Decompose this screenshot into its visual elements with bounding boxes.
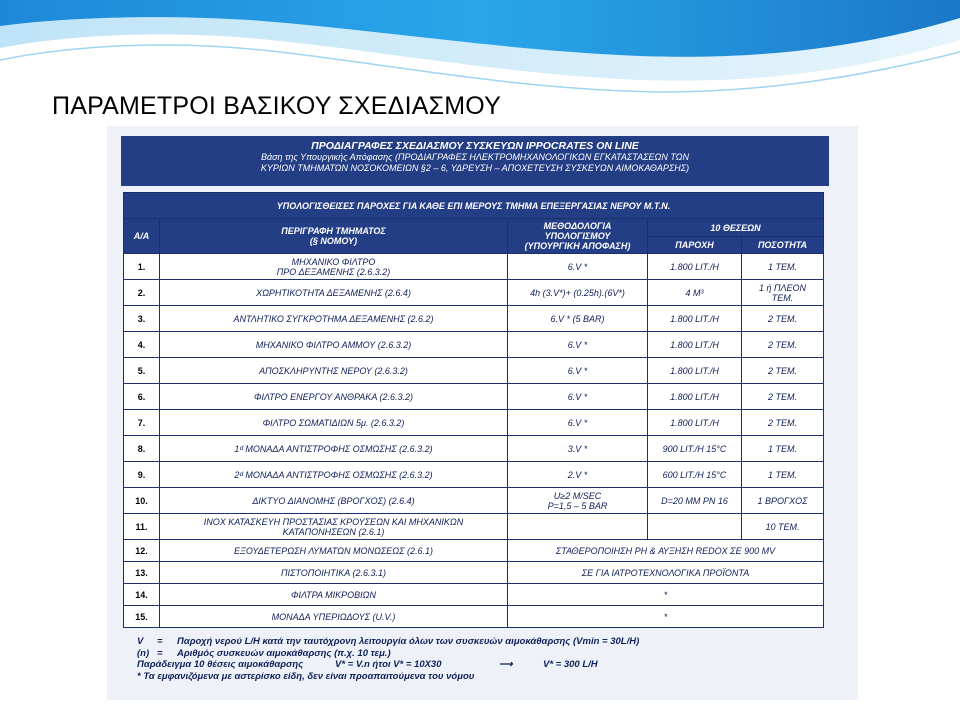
- row-description-line2: ΚΑΤΑΠΟΝΗΣΕΩΝ (2.6.1): [282, 526, 385, 537]
- row-quantity-line1: 2 ΤΕΜ.: [767, 391, 797, 402]
- row-description: [160, 514, 508, 540]
- row-quantity-line1: 2 ΤΕΜ.: [767, 365, 797, 376]
- col-header-method-line2: ΥΠΟΛΟΓΙΣΜΟΥ: [544, 231, 611, 241]
- row-number: 10.: [124, 488, 160, 514]
- row-description: [160, 488, 508, 514]
- row-quantity: [742, 358, 824, 384]
- table-row: [124, 384, 824, 410]
- row-flow: 900 LIT./H 15°C: [648, 436, 742, 462]
- row-description: ΦΙΛΤΡΑ ΜΙΚΡΟΒΙΩΝ: [160, 584, 508, 606]
- row-description-line1: INOX ΚΑΤΑΣΚΕΥΗ ΠΡΟΣΤΑΣΙΑΣ ΚΡΟΥΣΕΩΝ ΚΑΙ ΜΗΧΑΝΙΚΩΝ: [203, 516, 464, 527]
- row-method: [508, 254, 648, 280]
- row-quantity-line1: 1 ΤΕΜ.: [767, 469, 797, 480]
- row-method-line1: 6.V *: [567, 339, 588, 350]
- table-row: [124, 306, 824, 332]
- row-flow: 600 LIT./H 15°C: [648, 462, 742, 488]
- table-row: [124, 584, 824, 606]
- row-flow: 1.800 LIT./H: [648, 358, 742, 384]
- row-number: 5.: [124, 358, 160, 384]
- row-method-line1: U≥2 M/SEC: [553, 490, 602, 501]
- row-description-line2: ΠΡΟ ΔΕΞΑΜΕΝΗΣ (2.6.3.2): [276, 266, 391, 277]
- row-number: 3.: [124, 306, 160, 332]
- row-number: 1.: [124, 254, 160, 280]
- row-description: [160, 436, 508, 462]
- row-flow: 1.800 LIT./H: [648, 410, 742, 436]
- note-v-eq: =: [157, 636, 163, 647]
- arrow-right-icon: ⟶: [499, 659, 513, 670]
- row-number: 8.: [124, 436, 160, 462]
- row-description-line1: ΜΗΧΑΝΙΚΟ ΦΙΛΤΡΟ: [291, 256, 376, 267]
- row-spec: ΣΤΑΘΕΡΟΠΟΙΗΣΗ PH & ΑΥΞΗΣΗ REDOX ΣΕ 900 MV: [508, 540, 824, 562]
- row-quantity: [742, 462, 824, 488]
- note-n-eq: =: [157, 647, 163, 659]
- row-number: 14.: [124, 584, 160, 606]
- row-method: [508, 514, 648, 540]
- note-v-text: Παροχή νερού L/H κατά την ταυτόχρονη λειτουργία όλων των συσκευών αιμοκάθαρσης (Vmin = 30L/H): [177, 636, 640, 647]
- table-row: [124, 410, 824, 436]
- col-header-description-line2: (§ ΝΟΜΟΥ): [309, 236, 358, 246]
- row-method: [508, 384, 648, 410]
- col-header-aa: Α/Α: [124, 219, 160, 254]
- row-description-line1: ΦΙΛΤΡΟ ΕΝΕΡΓΟΥ ΑΝΘΡΑΚΑ (2.6.3.2): [253, 391, 414, 402]
- row-quantity-line1: 10 ΤΕΜ.: [765, 521, 800, 532]
- table-row: [124, 606, 824, 628]
- row-flow: D=20 MM PN 16: [648, 488, 742, 514]
- row-flow: 1.800 LIT./H: [648, 332, 742, 358]
- row-method-line2: P=1,5 – 5 BAR: [547, 500, 608, 511]
- note-v: [137, 636, 639, 648]
- col-header-method: [508, 219, 648, 254]
- spec-document-image: [107, 126, 858, 700]
- row-description: [160, 358, 508, 384]
- slide-title: ΠΑΡΑΜΕΤΡΟΙ ΒΑΣΙΚΟΥ ΣΧΕΔΙΑΣΜΟΥ: [52, 92, 501, 120]
- table-row: [124, 540, 824, 562]
- row-method-line1: 6.V * (5 BAR): [550, 313, 605, 324]
- row-method: [508, 410, 648, 436]
- col-header-method-line1: ΜΕΘΟΔΟΛΟΓΙΑ: [543, 221, 612, 231]
- row-spec: *: [508, 606, 824, 628]
- row-method-line1: 2.V *: [567, 469, 588, 480]
- table-header-row: [124, 219, 824, 237]
- row-quantity: [742, 280, 824, 306]
- row-method: [508, 332, 648, 358]
- note-example-b: V* = V.n ήτοι V* = 10X30: [335, 659, 442, 670]
- table-row: [124, 462, 824, 488]
- row-quantity: [742, 332, 824, 358]
- row-number: 13.: [124, 562, 160, 584]
- table-title: ΥΠΟΛΟΓΙΣΘΕΙΣΕΣ ΠΑΡΟΧΕΣ ΓΙΑ ΚΑΘΕ ΕΠΙ ΜΕΡΟΥΣ ΤΜΗΜΑ ΕΠΕΞΕΡΓΑΣΙΑΣ ΝΕΡΟΥ Μ.Τ.Ν.: [124, 193, 824, 219]
- row-method: [508, 280, 648, 306]
- row-method: [508, 488, 648, 514]
- row-method: [508, 462, 648, 488]
- note-n-key: (n): [137, 647, 150, 659]
- row-quantity: [742, 306, 824, 332]
- row-number: 11.: [124, 514, 160, 540]
- row-quantity-line1: 2 ΤΕΜ.: [767, 417, 797, 428]
- row-description: ΠΙΣΤΟΠΟΙΗΤΙΚΑ (2.6.3.1): [160, 562, 508, 584]
- row-number: 7.: [124, 410, 160, 436]
- row-number: 4.: [124, 332, 160, 358]
- row-description: ΜΟΝΑΔΑ ΥΠΕΡΙΩΔΟΥΣ (U.V.): [160, 606, 508, 628]
- col-header-description: [160, 219, 508, 254]
- row-flow: 1.800 LIT./H: [648, 306, 742, 332]
- table-row: [124, 562, 824, 584]
- col-header-group: 10 ΘΕΣΕΩΝ: [648, 219, 824, 237]
- row-description-line1: ΧΩΡΗΤΙΚΟΤΗΤΑ ΔΕΞΑΜΕΝΗΣ (2.6.4): [256, 287, 411, 298]
- row-method-line1: 6.V *: [567, 391, 588, 402]
- row-description-line1: ΑΠΟΣΚΛΗΡΥΝΤΗΣ ΝΕΡΟΥ (2.6.3.2): [259, 365, 408, 376]
- note-example-c: V* = 300 L/H: [543, 659, 598, 670]
- note-example: [137, 659, 639, 671]
- note-example-a: Παράδειγμα 10 θέσεις αιμοκάθαρσης: [137, 659, 304, 670]
- row-quantity: [742, 514, 824, 540]
- note-footnote: [137, 671, 639, 683]
- row-method-line1: 6.V *: [567, 365, 588, 376]
- row-method-line1: 4h (3.V*)+ (0.25h).(6V*): [530, 287, 625, 298]
- row-method-line1: 6.V *: [567, 417, 588, 428]
- row-description-line1: ΦΙΛΤΡΟ ΣΩΜΑΤΙΔΙΩΝ 5μ. (2.6.3.2): [262, 417, 405, 428]
- row-description: [160, 462, 508, 488]
- row-number: 6.: [124, 384, 160, 410]
- row-flow: 1.800 LIT./H: [648, 384, 742, 410]
- header-title: ΠΡΟΔΙΑΓΡΑΦΕΣ ΣΧΕΔΙΑΣΜΟΥ ΣΥΣΚΕΥΩΝ IPPOCRATES ON LINE: [311, 140, 639, 152]
- table-row: [124, 280, 824, 306]
- row-spec: *: [508, 584, 824, 606]
- table-row: [124, 436, 824, 462]
- col-header-flow: ΠΑΡΟΧΗ: [648, 237, 742, 254]
- row-quantity: [742, 254, 824, 280]
- row-description: [160, 306, 508, 332]
- row-description-line1: 2ᵈ ΜΟΝΑΔΑ ΑΝΤΙΣΤΡΟΦΗΣ ΟΣΜΩΣΗΣ (2.6.3.2): [234, 469, 433, 480]
- table-row: [124, 332, 824, 358]
- row-description: [160, 332, 508, 358]
- spec-table: [123, 192, 824, 628]
- row-quantity-line1: 1 ΤΕΜ.: [767, 443, 797, 454]
- row-method: [508, 358, 648, 384]
- row-description: ΕΞΟΥΔΕΤΕΡΩΣΗ ΛΥΜΑΤΩΝ ΜΟΝΩΣΕΩΣ (2.6.1): [160, 540, 508, 562]
- row-spec: ΣΕ ΓΙΑ ΙΑΤΡΟΤΕΧΝΟΛΟΓΙΚΑ ΠΡΟΪΟΝΤΑ: [508, 562, 824, 584]
- row-quantity-line1: 1 ή ΠΛΕΟΝ: [758, 282, 807, 293]
- row-description: [160, 280, 508, 306]
- row-number: 15.: [124, 606, 160, 628]
- row-quantity-line2: ΤΕΜ.: [771, 292, 794, 303]
- col-header-description-line1: ΠΕΡΙΓΡΑΦΗ ΤΜΗΜΑΤΟΣ: [281, 226, 386, 236]
- row-method-line1: 6.V *: [567, 261, 588, 272]
- row-description: [160, 384, 508, 410]
- row-flow: 4 M³: [648, 280, 742, 306]
- col-header-method-line3: (ΥΠΟΥΡΓΙΚΗ ΑΠΟΦΑΣΗ): [524, 241, 631, 251]
- table-row: [124, 514, 824, 540]
- row-description-line1: ΔΙΚΤΥΟ ΔΙΑΝΟΜΗΣ (ΒΡΟΓΧΟΣ) (2.6.4): [252, 495, 415, 506]
- row-quantity: [742, 410, 824, 436]
- table-row: [124, 254, 824, 280]
- note-n: [137, 648, 639, 660]
- row-quantity-line1: 1 ΒΡΟΓΧΟΣ: [757, 495, 808, 506]
- note-footnote-text: * Τα εμφανιζόμενα με αστερίσκο είδη, δεν είναι προαπαιτούμενα του νόμου: [137, 670, 475, 682]
- row-description: [160, 254, 508, 280]
- note-v-key: V: [137, 636, 144, 647]
- table-row: [124, 358, 824, 384]
- col-header-quantity: ΠΟΣΟΤΗΤΑ: [742, 237, 824, 254]
- row-flow: 1.800 LIT./H: [648, 254, 742, 280]
- row-flow: [648, 514, 742, 540]
- row-number: 9.: [124, 462, 160, 488]
- row-number: 12.: [124, 540, 160, 562]
- row-quantity-line1: 2 ΤΕΜ.: [767, 339, 797, 350]
- row-description-line1: ΑΝΤΛΗΤΙΚΟ ΣΥΓΚΡΟΤΗΜΑ ΔΕΞΑΜΕΝΗΣ (2.6.2): [233, 313, 434, 324]
- legend-notes: [137, 636, 639, 682]
- row-method: [508, 306, 648, 332]
- header-line-3: ΚΥΡΙΩΝ ΤΜΗΜΑΤΩΝ ΝΟΣΟΚΟΜΕΙΩΝ §2 – 6, ΥΔΡΕΥΣΗ – ΑΠΟΧΕΤΕΥΣΗ ΣΥΣΚΕΥΩΝ ΑΙΜΟΚΑΘΑΡΣΗΣ): [260, 163, 690, 173]
- table-row: [124, 488, 824, 514]
- row-quantity-line1: 1 ΤΕΜ.: [767, 261, 797, 272]
- row-method: [508, 436, 648, 462]
- row-number: 2.: [124, 280, 160, 306]
- row-method-line1: 3.V *: [567, 443, 588, 454]
- row-quantity: [742, 384, 824, 410]
- row-description-line1: ΜΗΧΑΝΙΚΟ ΦΙΛΤΡΟ ΑΜΜΟΥ (2.6.3.2): [255, 339, 412, 350]
- row-quantity: [742, 488, 824, 514]
- row-quantity-line1: 2 ΤΕΜ.: [767, 313, 797, 324]
- row-quantity: [742, 436, 824, 462]
- row-description: [160, 410, 508, 436]
- table-title-row: [124, 193, 824, 219]
- note-n-text: Αριθμός συσκευών αιμοκάθαρσης (π.χ. 10 τεμ.): [177, 647, 391, 659]
- row-description-line1: 1ᵈ ΜΟΝΑΔΑ ΑΝΤΙΣΤΡΟΦΗΣ ΟΣΜΩΣΗΣ (2.6.3.2): [234, 443, 433, 454]
- header-line-2: Βάση της Υπουργικής Απόφασης (ΠΡΟΔΙΑΓΡΑΦΕΣ ΗΛΕΚΤΡΟΜΗΧΑΝΟΛΟΓΙΚΩΝ ΕΓΚΑΤΑΣΤΑΣΕΩΝ ΤΩΝ: [260, 152, 690, 162]
- document-header-banner: [121, 136, 829, 186]
